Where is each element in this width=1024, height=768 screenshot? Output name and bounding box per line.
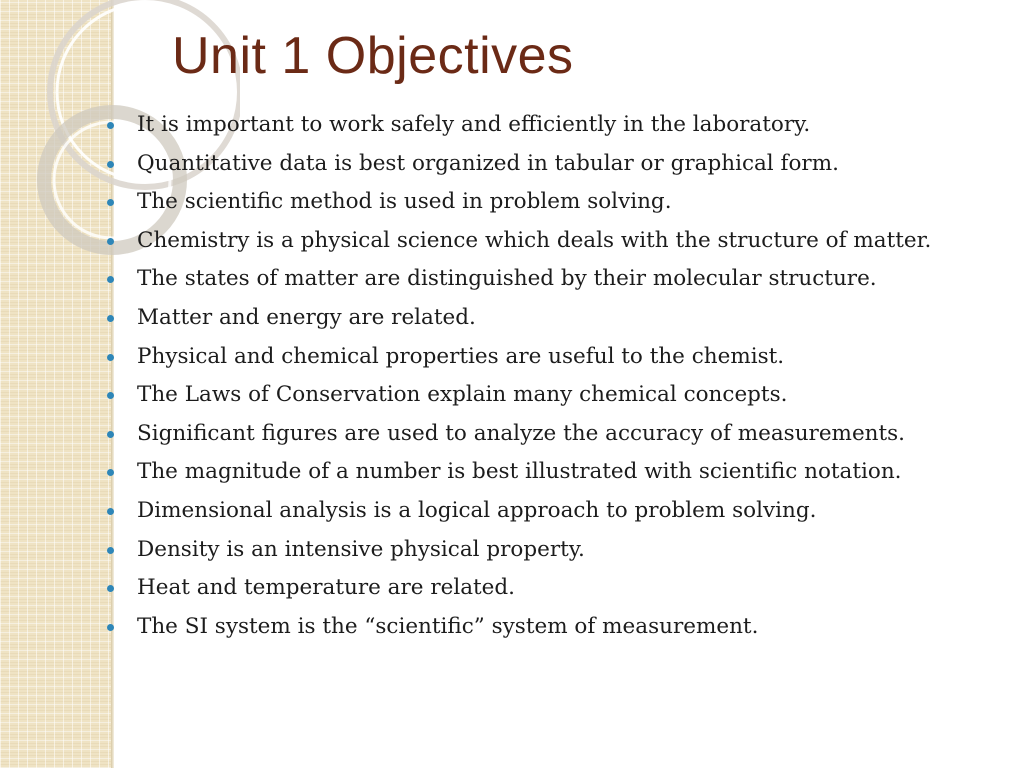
list-item <box>104 226 994 256</box>
list-item-text: Dimensional analysis is a logical approach to problem solving. <box>137 497 817 523</box>
list-item-text: Heat and temperature are related. <box>137 575 515 601</box>
list-item <box>104 264 994 294</box>
list-item <box>104 496 994 526</box>
bullet-icon <box>107 469 114 476</box>
bullet-icon <box>107 431 114 438</box>
bullet-icon <box>107 354 114 361</box>
list-item <box>104 303 994 333</box>
bullet-icon <box>107 315 114 322</box>
objectives-list <box>104 110 994 650</box>
list-item <box>104 535 994 565</box>
bullet-icon <box>107 199 114 206</box>
list-item <box>104 380 994 410</box>
list-item-text: Chemistry is a physical science which deals with the structure of matter. <box>137 227 932 253</box>
list-item <box>104 612 994 642</box>
bullet-icon <box>107 276 114 283</box>
bullet-icon <box>107 161 114 168</box>
list-item <box>104 419 994 449</box>
list-item-text: Physical and chemical properties are useful to the chemist. <box>137 343 785 369</box>
bullet-icon <box>107 122 114 129</box>
list-item-text: The scientific method is used in problem solving. <box>137 189 672 215</box>
list-item <box>104 187 994 217</box>
list-item-text: The magnitude of a number is best illustrated with scientific notation. <box>137 459 902 485</box>
list-item-text: Matter and energy are related. <box>137 304 476 330</box>
list-item <box>104 110 994 140</box>
list-item <box>104 342 994 372</box>
bullet-icon <box>107 547 114 554</box>
bullet-icon <box>107 585 114 592</box>
list-item-text: The Laws of Conservation explain many chemical concepts. <box>137 382 788 408</box>
list-item-text: Significant figures are used to analyze the accuracy of measurements. <box>137 420 906 446</box>
list-item <box>104 457 994 487</box>
bullet-icon <box>107 624 114 631</box>
list-item <box>104 149 994 179</box>
list-item <box>104 573 994 603</box>
bullet-icon <box>107 392 114 399</box>
bullet-icon <box>107 508 114 515</box>
list-item-text: It is important to work safely and efficiently in the laboratory. <box>137 112 811 137</box>
list-item-text: Density is an intensive physical property. <box>137 536 585 562</box>
slide-title: Unit 1 Objectives <box>172 27 574 85</box>
bullet-icon <box>107 238 114 245</box>
list-item-text: The states of matter are distinguished by their molecular structure. <box>137 266 877 292</box>
list-item-text: Quantitative data is best organized in tabular or graphical form. <box>137 150 839 176</box>
list-item-text: The SI system is the “scientific” system of measurement. <box>137 613 759 639</box>
